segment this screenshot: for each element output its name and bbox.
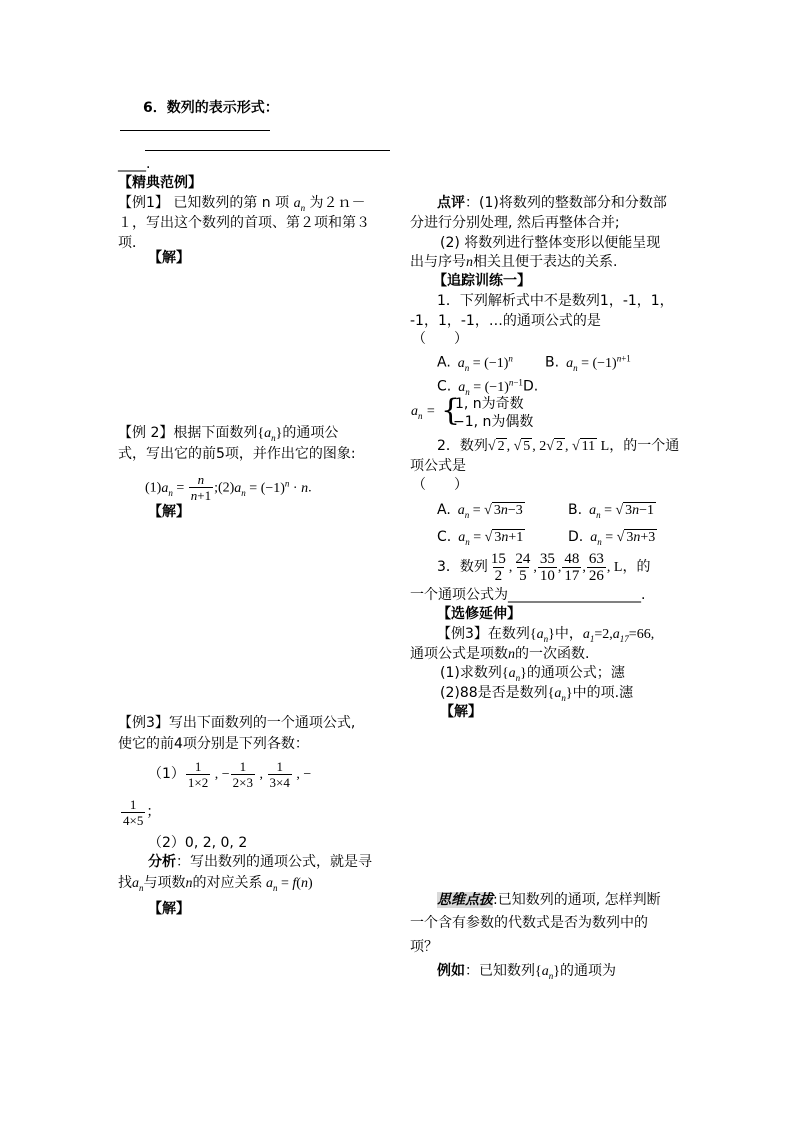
math-a-n-equals-f-n: $a_n = f(n)$ xyxy=(266,876,313,893)
math-n: n xyxy=(185,876,193,891)
option-label: D. xyxy=(522,378,539,395)
question-1-option-b xyxy=(545,348,631,377)
thinking-tip-line-3: 项？ xyxy=(410,939,438,955)
example-text: 的一次函数. xyxy=(515,646,590,662)
math-separator: , xyxy=(256,767,267,782)
question-1-line-2: -1，1，-1，…的通项公式的是 xyxy=(410,313,601,329)
elective-extension-header: 【选修延伸】 xyxy=(437,606,521,622)
question-3-line-1: 3．数列 $\frac{15}{2}$ , $\frac{24}{5}$ , $\frac{35}{10}$ , $\frac{48}{17}$ , $\frac{63}{26}$ , L，的 xyxy=(437,550,651,584)
math-separator: , − xyxy=(211,767,230,782)
example-2-text: 的通项公 xyxy=(282,425,339,441)
example-text: 【例3】在数列 xyxy=(437,626,530,642)
math-n: n xyxy=(466,255,473,270)
analysis-line-1 xyxy=(148,852,372,872)
example-3-item-1 xyxy=(148,757,311,792)
example-text: 的通项公式； xyxy=(526,665,611,681)
math-expression: = $(-1)^n \cdot n$ xyxy=(245,478,309,496)
fraction-15-over-2: $\frac{15}{2}$ xyxy=(490,550,506,584)
answer-blank-tail: ____. xyxy=(118,156,151,172)
question-2-line-1 xyxy=(437,436,679,457)
option-label: C. xyxy=(437,378,452,395)
question-text: ，的一个通 xyxy=(609,438,680,454)
math-expression: $a_n = (-1)^{n-1}$ xyxy=(458,377,523,397)
for-example-line xyxy=(437,961,616,986)
solution-label: 【解】 xyxy=(148,504,190,520)
math-n: n xyxy=(508,647,515,662)
example-1-text: 【例1】 已知数列的第 n 项 xyxy=(118,195,294,211)
question-2-answer-paren: （ ） xyxy=(412,477,468,493)
math-value: =2, xyxy=(594,627,613,642)
math-a-1: $a_1$ xyxy=(582,627,595,644)
for-example-text: ：已知数列 xyxy=(465,963,535,979)
comment-label: 点评 xyxy=(437,195,465,211)
for-example-text: 的通项为 xyxy=(559,963,616,979)
question-3-line-2: 一个通项公式为___________________. xyxy=(410,587,646,603)
fraction-1-over-1x2: $\frac{1}{1\times 2}$ xyxy=(187,758,209,790)
option-label: D. xyxy=(568,529,584,545)
math-sequence-a-n: $\{a_n\}$ xyxy=(529,627,555,644)
analysis-text: ：写出数列的通项公式，就是寻 xyxy=(176,854,372,870)
math-a-n: $a_n$ = xyxy=(411,404,436,421)
question-1-answer-paren: （ ） xyxy=(412,331,468,347)
question-text: ，的 xyxy=(622,559,651,575)
brace-symbol: { xyxy=(441,393,461,428)
analysis-text: 的对应关系 xyxy=(192,875,263,891)
option-label: B. xyxy=(545,354,560,371)
comment-line-3: (2) 将数列进行整体变形以便能呈现 xyxy=(440,235,661,251)
example-1-text: 为２ｎ－ xyxy=(305,195,366,211)
solution-label: 【解】 xyxy=(148,250,190,266)
math-separator: , − xyxy=(292,767,312,782)
elective-example-3-line-2 xyxy=(410,644,589,665)
tracking-training-header: 【追踪训练一】 xyxy=(433,273,531,289)
math-a-17: $a_{17}$ xyxy=(612,627,629,644)
stray-character: 瀗 xyxy=(619,685,634,701)
math-a-n: $a_n$ xyxy=(293,196,306,213)
fraction-n-over-n-plus-1: $\frac{n}{n+1}$ xyxy=(190,472,212,504)
fraction-24-over-5: $\frac{24}{5}$ xyxy=(515,550,531,584)
comment-line-2: 分进行分别处理, 然后再整体合并; xyxy=(410,215,620,231)
math-separator: ； xyxy=(146,805,161,820)
comment-line-1 xyxy=(437,193,667,213)
example-1-line-2: １，写出这个数列的首项、第２项和第３ xyxy=(118,215,370,231)
math-expression: $a_n$ = √ 3n−1 xyxy=(589,503,655,520)
comment-text: 相关且便于表达的关系. xyxy=(473,254,618,270)
item-label: （1） xyxy=(148,766,185,782)
example-text: 中的项. xyxy=(572,685,620,701)
option-label: B. xyxy=(568,502,583,518)
for-example-label: 例如 xyxy=(437,963,465,979)
example-3-item-2: （2）0, 2, 0, 2 xyxy=(148,835,248,851)
math-sequence-a-n: $\{a_n\}$ xyxy=(501,666,527,683)
answer-blank-line xyxy=(120,130,270,131)
math-value: =66, xyxy=(628,627,655,642)
piecewise-case-1: 1, n为奇数 xyxy=(455,396,524,412)
math-expression: $a_n = (-1)^{n+1}$ xyxy=(566,353,631,373)
analysis-text: 与项数 xyxy=(143,875,186,891)
answer-blank-line xyxy=(145,150,390,151)
formula-end: . xyxy=(308,480,312,496)
question-2-option-d xyxy=(568,527,657,552)
question-text: 3．数列 xyxy=(437,559,488,575)
example-3-line-2: 使它的前4项分别是下列各数： xyxy=(118,736,309,752)
thinking-tip-text: :已知数列的通项, 怎样判断 xyxy=(493,892,661,908)
example-3-item-1-cont xyxy=(120,794,160,831)
math-expression: $a_n$ = √ 3n+3 xyxy=(590,530,656,547)
piecewise-case-2: −1, n为偶数 xyxy=(453,414,534,430)
fraction-1-over-4x5: $\frac{1}{4\times 5}$ xyxy=(123,796,144,828)
fraction-1-over-2x3: $\frac{1}{2\times 3}$ xyxy=(232,758,254,790)
example-2-line-2: 式，写出它的前5项，并作出它的图象: xyxy=(118,446,356,462)
math-sequence-a-n: $\{a_n\}$ xyxy=(535,964,560,981)
fraction-35-over-10: $\frac{35}{10}$ xyxy=(539,550,555,584)
math-sequence-a-n: $\{a_n\}$ xyxy=(547,686,573,703)
stray-character: 瀗 xyxy=(610,665,625,681)
analysis-line-2 xyxy=(118,873,313,898)
example-3-line-1: 【例3】写出下面数列的一个通项公式, xyxy=(118,715,356,731)
question-2-option-a xyxy=(437,500,525,525)
math-equals: = xyxy=(172,480,188,496)
comment-text: 出与序号 xyxy=(410,254,466,270)
section-6-heading: 6．数列的表示形式： xyxy=(143,100,279,116)
question-2-option-b xyxy=(568,500,656,525)
math-a-n: $a_n$ xyxy=(161,480,173,498)
example-2-text: 【例 2】根据下面数列 xyxy=(118,425,258,441)
fraction-63-over-26: $\frac{63}{26}$ xyxy=(588,550,604,584)
thinking-tip-label: 思维点拔 xyxy=(437,892,493,908)
math-expression: $a_n$ = √ 3n+1 xyxy=(458,530,524,547)
analysis-label: 分析 xyxy=(148,854,176,870)
example-text: (1)求数列 xyxy=(440,665,502,681)
analysis-text: 找 xyxy=(118,875,132,891)
thinking-tip-line-2: 一个含有参数的代数式是否为数列中的 xyxy=(410,915,648,931)
formula-label: (1) xyxy=(145,480,162,496)
fan-li-header: 【精典范例】 xyxy=(118,175,202,191)
fraction-1-over-3x4: $\frac{1}{3\times 4}$ xyxy=(269,758,290,790)
example-text: (2)88是否是数列 xyxy=(440,685,548,701)
formula-label: ;(2) xyxy=(214,480,235,496)
math-expression: $a_n$ = √ 3n−3 xyxy=(457,503,523,520)
math-expression: $a_n = (-1)^n$ xyxy=(457,353,513,373)
solution-label: 【解】 xyxy=(440,704,482,720)
option-label: A. xyxy=(437,502,451,518)
comment-line-4 xyxy=(410,252,617,273)
fraction-48-over-17: $\frac{48}{17}$ xyxy=(564,550,580,584)
question-text: 2．数列 xyxy=(437,438,488,454)
thinking-tip-line-1 xyxy=(437,890,661,910)
example-text: 中， xyxy=(554,626,583,642)
math-a-n: $a_n$ xyxy=(132,876,144,893)
question-2-option-c xyxy=(437,527,525,552)
comment-text: ：(1)将数列的整数部分和分数部 xyxy=(465,195,667,211)
math-sqrt-sequence: √ 2 , √ 5 , 2√ 2 , √ 11 L xyxy=(487,439,610,454)
solution-label: 【解】 xyxy=(148,901,190,917)
example-1-line-3: 项． xyxy=(118,235,146,251)
question-2-line-2: 项公式是 xyxy=(410,458,466,474)
math-sequence-a-n: $\{a_n\}$ xyxy=(257,426,283,443)
example-text: 通项公式是项数 xyxy=(410,646,508,662)
option-label: C. xyxy=(437,529,452,545)
option-label: A. xyxy=(437,354,451,371)
question-1-line-1: 1．下列解析式中不是数列1，-1，1， xyxy=(437,293,674,309)
math-a-n: $a_n$ xyxy=(234,480,246,498)
